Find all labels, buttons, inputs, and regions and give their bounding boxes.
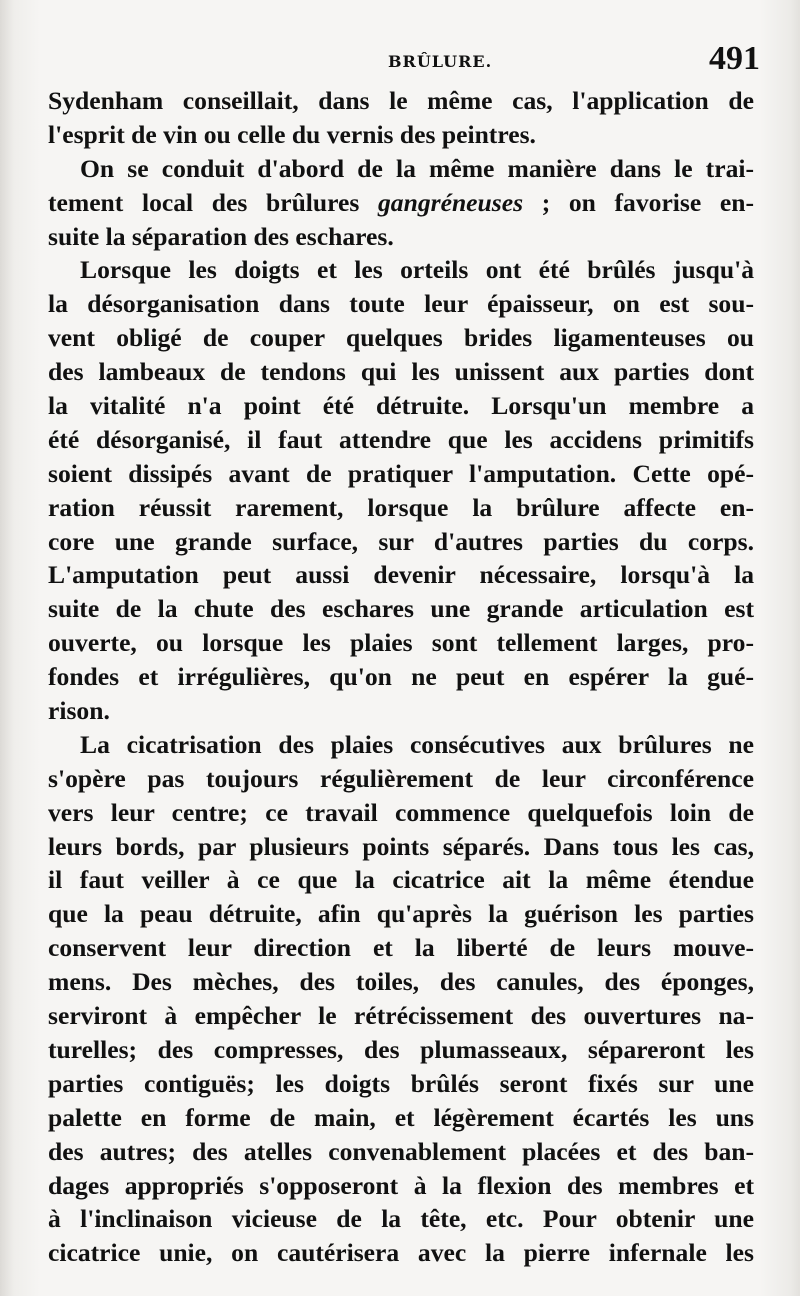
text-segment: tement local des brûlures bbox=[48, 187, 378, 217]
page-header bbox=[48, 40, 760, 84]
text-line: ouverte, ou lorsque les plaies sont tellement larges, pro- bbox=[48, 628, 754, 658]
text-line: que la peau détruite, afin qu'après la guérison les parties bbox=[48, 899, 754, 929]
text-line: turelles; des compresses, des plumasseaux, sépareront les bbox=[48, 1034, 754, 1064]
page-number: 491 bbox=[709, 40, 760, 77]
text-line: à l'inclinaison vicieuse de la tête, etc. Pour obtenir une bbox=[48, 1204, 754, 1234]
text-line: été désorganisé, il faut attendre que les accidens primitifs bbox=[48, 424, 754, 454]
text-line: fondes et irrégulières, qu'on ne peut en espérer la gué- bbox=[48, 662, 754, 692]
text-line: suite de la chute des eschares une grande articulation est bbox=[48, 594, 754, 624]
text-line: rison. bbox=[48, 696, 110, 726]
text-line: s'opère pas toujours régulièrement de leur circonférence bbox=[48, 763, 754, 793]
text-line: mens. Des mèches, des toiles, des canules, des éponges, bbox=[48, 967, 754, 997]
text-line: des lambeaux de tendons qui les unissent aux parties dont bbox=[48, 357, 754, 387]
text-line: La cicatrisation des plaies consécutives aux brûlures ne bbox=[80, 729, 754, 759]
body-text bbox=[48, 84, 754, 1270]
text-line: palette en forme de main, et légèrement écartés les uns bbox=[48, 1102, 754, 1132]
text-line: core une grande surface, sur d'autres parties du corps. bbox=[48, 526, 754, 556]
text-line: vent obligé de couper quelques brides ligamenteuses ou bbox=[48, 323, 754, 353]
running-head: BRÛLURE. bbox=[388, 52, 493, 71]
text-line: l'esprit de vin ou celle du vernis des peintres. bbox=[48, 119, 536, 149]
italic-word: gangréneuses bbox=[378, 187, 524, 217]
text-line: serviront à empêcher le rétrécissement des ouvertures na- bbox=[48, 1001, 754, 1031]
text-line: la vitalité n'a point été détruite. Lorsqu'un membre a bbox=[48, 391, 754, 421]
text-line: conservent leur direction et la liberté de leurs mouve- bbox=[48, 933, 754, 963]
text-line: il faut veiller à ce que la cicatrice ait la même étendue bbox=[48, 865, 754, 895]
text-line: leurs bords, par plusieurs points séparés. Dans tous les cas, bbox=[48, 831, 754, 861]
text-line: soient dissipés avant de pratiquer l'amputation. Cette opé- bbox=[48, 458, 754, 488]
text-line: L'amputation peut aussi devenir nécessaire, lorsqu'à la bbox=[48, 560, 754, 590]
text-line: parties contiguës; les doigts brûlés seront fixés sur une bbox=[48, 1068, 754, 1098]
text-line: On se conduit d'abord de la même manière dans le trai- bbox=[80, 153, 754, 183]
text-line: la désorganisation dans toute leur épaisseur, on est sou- bbox=[48, 289, 754, 319]
text-line: dages appropriés s'opposeront à la flexion des membres et bbox=[48, 1170, 754, 1200]
text-line: ration réussit rarement, lorsque la brûlure affecte en- bbox=[48, 492, 754, 522]
text-line-with-italic bbox=[48, 186, 754, 220]
text-line: Lorsque les doigts et les orteils ont été brûlés jusqu'à bbox=[80, 255, 754, 285]
text-line: vers leur centre; ce travail commence quelquefois loin de bbox=[48, 797, 754, 827]
text-line: cicatrice unie, on cautérisera avec la pierre infernale les bbox=[48, 1238, 754, 1268]
text-line: Sydenham conseillait, dans le même cas, l'application de bbox=[48, 86, 754, 115]
text-line: des autres; des atelles convenablement placées et des ban- bbox=[48, 1136, 754, 1166]
text-segment: ; on favorise en- bbox=[523, 187, 754, 217]
text-line: suite la séparation des eschares. bbox=[48, 221, 394, 251]
